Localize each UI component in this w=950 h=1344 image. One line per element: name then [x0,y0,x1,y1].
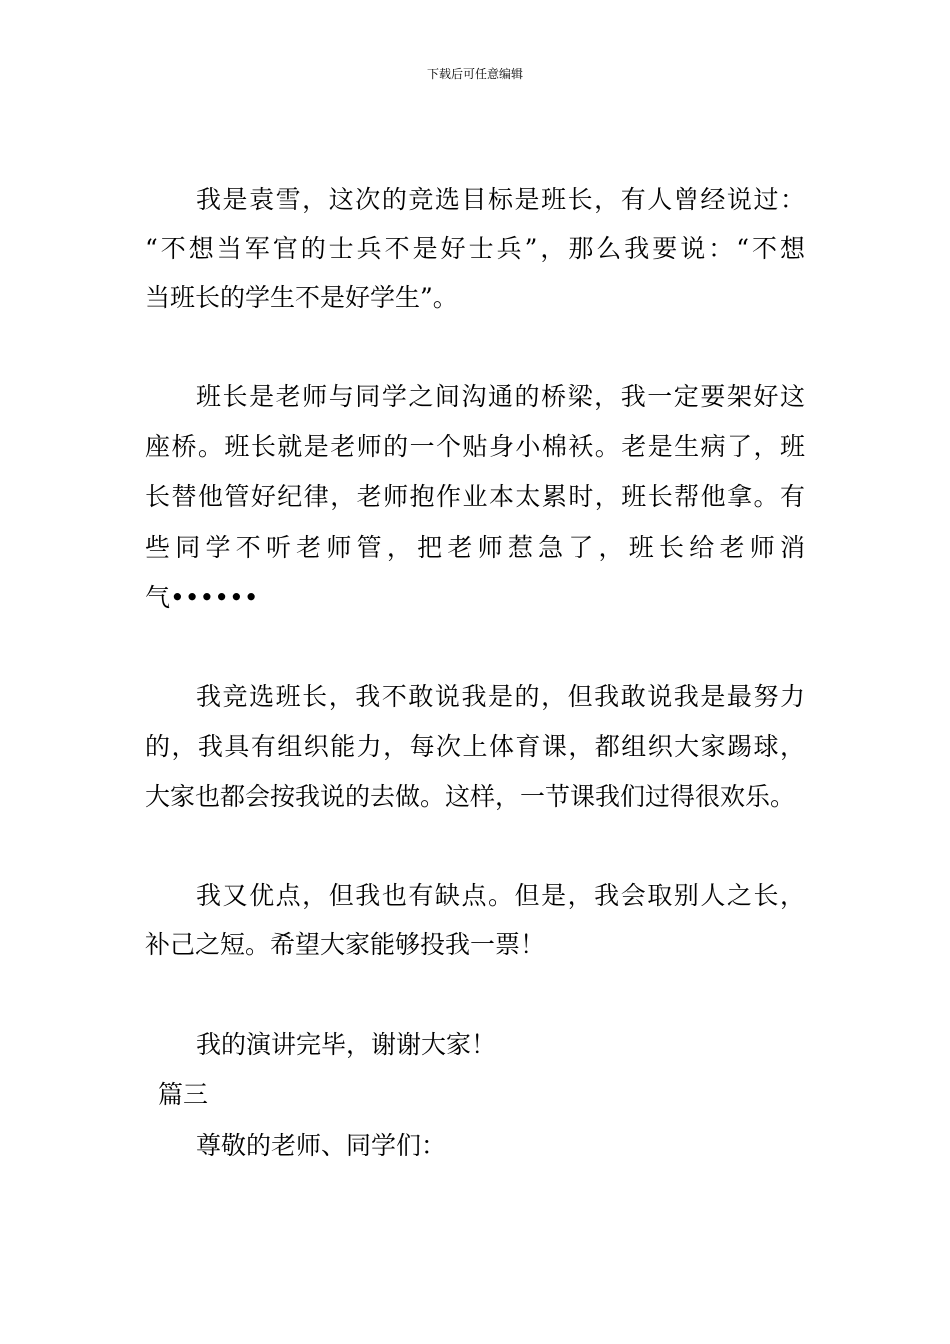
paragraph-4-line-1: 我又优点，但我也有缺点。但是，我会取别人之长， [196,881,805,910]
paragraph-2-line-3: 长替他管好纪律，老师抱作业本太累时，班长帮他拿。有 [145,482,805,511]
paragraph-1-line-1: 我是袁雪，这次的竞选目标是班长，有人曾经说过： [196,185,805,214]
paragraph-2-line-2: 座桥。班长就是老师的一个贴身小棉袄。老是生病了，班 [145,432,805,461]
paragraph-2-line-5: 气•••••• [145,583,259,612]
closing-remark: 我的演讲完毕，谢谢大家！ [196,1030,497,1059]
paragraph-3-line-1: 我竞选班长，我不敢说我是的，但我敢说我是最努力 [196,682,805,711]
salutation: 尊敬的老师、同学们： [196,1131,447,1160]
page-header: 下载后可任意编辑 [426,67,523,81]
section-heading: 篇三 [158,1080,209,1109]
paragraph-3-line-2: 的，我具有组织能力，每次上体育课，都组织大家踢球， [145,732,805,761]
paragraph-2-line-4: 些同学不听老师管，把老师惹急了，班长给老师消 [145,533,805,562]
paragraph-3-line-3: 大家也都会按我说的去做。这样，一节课我们过得很欢乐。 [145,782,796,811]
paragraph-1-line-3: 当班长的学生不是好学生”。 [145,283,458,312]
paragraph-4-line-2: 补己之短。希望大家能够投我一票！ [145,930,546,959]
paragraph-1-line-2: “不想当军官的士兵不是好士兵”，那么我要说：“不想 [145,234,805,263]
paragraph-2-line-1: 班长是老师与同学之间沟通的桥梁，我一定要架好这 [196,382,805,411]
